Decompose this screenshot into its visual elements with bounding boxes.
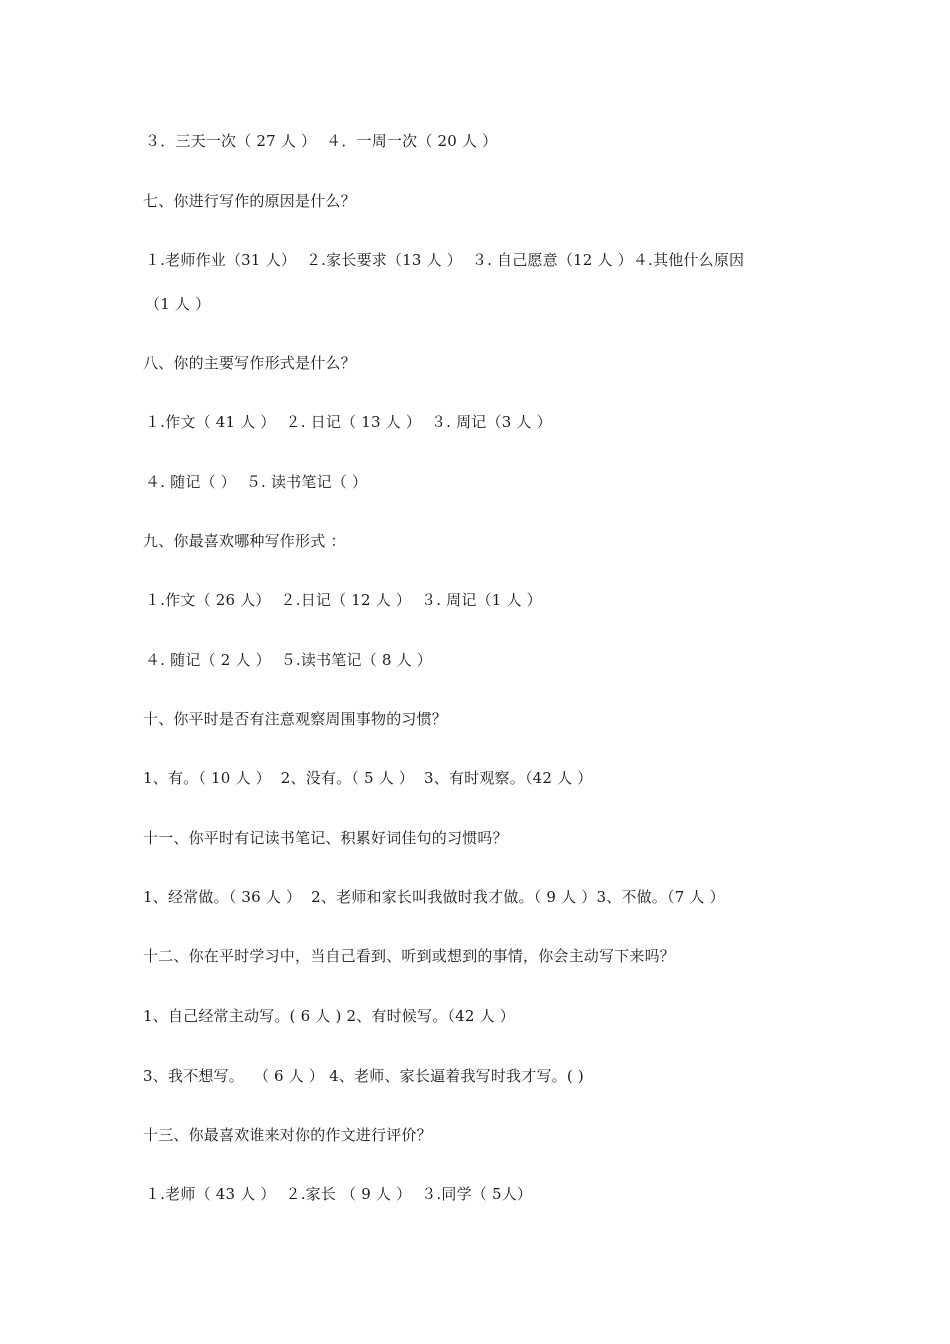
answer-line: 1、自己经常主动写。( 6 人 ) 2、有时候写。（42 人 ） [143, 1007, 515, 1025]
answer-line: １.老师（ 43 人 ） ２.家长 （ 9 人 ） ３.同学（ 5人） [145, 1185, 533, 1203]
question-line: 九、你最喜欢哪种写作形式 ： [143, 532, 346, 550]
answer-line: 1、经常做。（ 36 人 ） 2、老师和家长叫我做时我才做。（ 9 人 ）3、不做。（7 人 ） [143, 888, 725, 906]
answer-line: ４. 随记（ ） ５. 读书笔记（ ） [145, 473, 368, 491]
answer-line: ３．三天一次（ 27 人 ） ４．一周一次（ 20 人 ） [145, 132, 498, 150]
answer-line: １.作文（ 26 人） ２.日记（ 12 人 ） ３. 周记（1 人 ） [145, 591, 542, 609]
answer-line: 1、有。（ 10 人 ） 2、没有。（ 5 人 ） 3、有时观察。（42 人 ） [143, 769, 593, 787]
question-line: 七、你进行写作的原因是什么？ [143, 192, 356, 210]
question-line: 十、你平时是否有注意观察周围事物的习惯？ [143, 710, 448, 728]
question-line: 十二、你在平时学习中，当自己看到、听到或想到的事情，你会主动写下来吗？ [143, 947, 676, 965]
answer-line: （1 人 ） [145, 295, 211, 313]
answer-line: １.老师作业（31 人） ２.家长要求（13 人 ） ３. 自己愿意（12 人 ）４.其他什么原因 [145, 251, 745, 269]
question-line: 十三、你最喜欢谁来对你的作文进行评价？ [143, 1126, 432, 1144]
answer-line: １.作文（ 41 人 ） ２. 日记（ 13 人 ） ３. 周记（3 人 ） [145, 413, 552, 431]
question-line: 十一、你平时有记读书笔记、积累好词佳句的习惯吗？ [143, 829, 508, 847]
answer-line: 3、我不想写。 （ 6 人 ） 4、老师、家长逼着我写时我才写。( ) [143, 1067, 584, 1085]
answer-line: ４. 随记（ 2 人 ） ５.读书笔记（ 8 人 ） [145, 651, 432, 669]
question-line: 八、你的主要写作形式是什么？ [143, 354, 356, 372]
